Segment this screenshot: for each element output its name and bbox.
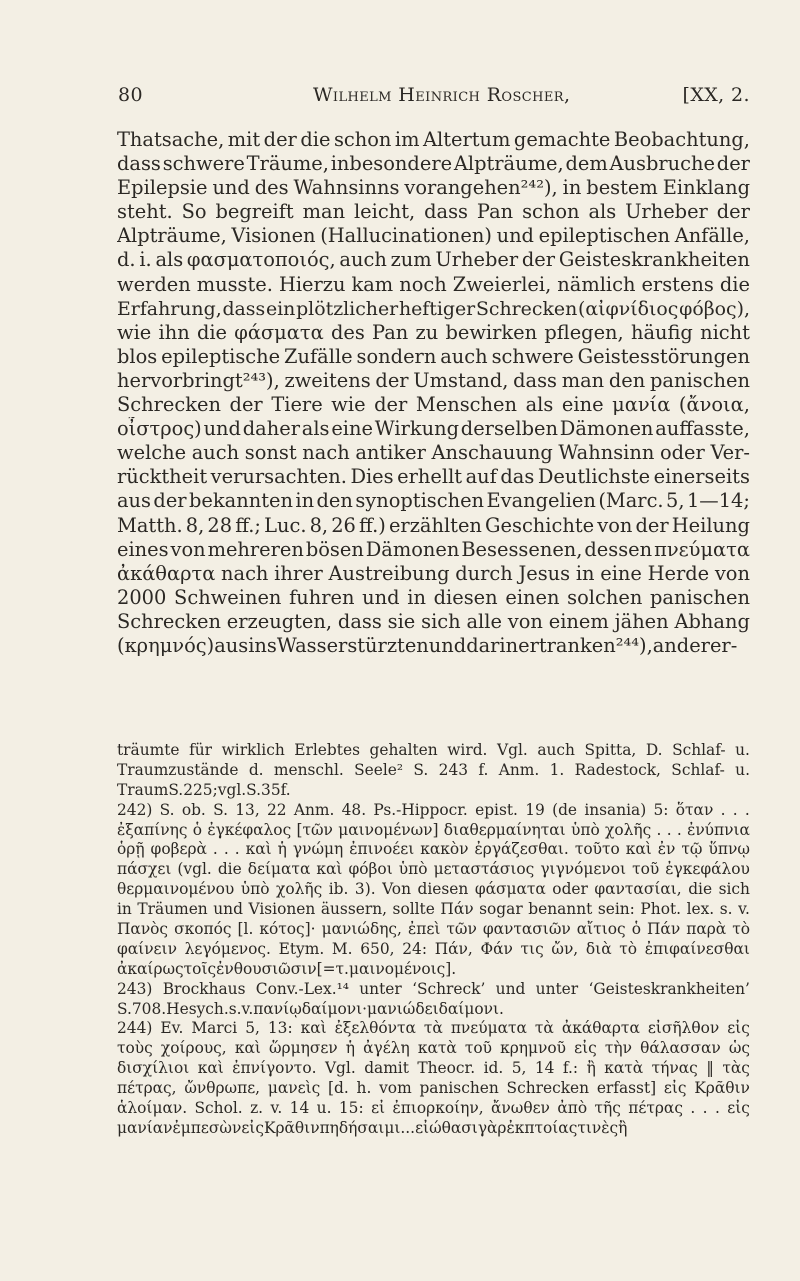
- footnote-line: 242) S. ob. S. 13, 22 Anm. 48. Ps.-Hippocr. epist. 19 (de insania) 5: ὅταν . . .: [117, 800, 750, 819]
- footnote-line: in Träumen und Visionen äussern, sollte Πάν sogar benannt sein: Phot. lex. s. v.: [117, 900, 750, 919]
- footnote-line: Πανὸς σκοπός [l. κότος]· μανιώδης, ἐπεὶ τῶν φαντασιῶν αἴτιος ὁ Πάν παρὰ τὸ: [117, 920, 750, 939]
- footnote-line: 243) Brockhaus Conv.-Lex.¹⁴ unter ‘Schreck’ und unter ‘Geisteskrankheiten’: [117, 979, 750, 998]
- page-header: [118, 84, 750, 112]
- body-line: Schrecken der Tiere wie der Menschen als eine μανία (ἄνοια,: [117, 393, 750, 417]
- body-line: Erfahrung, dass ein plötzlicher heftiger Schrecken (αἰφνίδιος φόβος),: [117, 297, 750, 320]
- body-line: eines von mehreren bösen Dämonen Besessenen, dessen πνεύματα: [117, 537, 750, 561]
- body-line: wie ihn die φάσματα des Pan zu bewirken pflegen, häufig nicht: [117, 320, 750, 344]
- body-line: hervorbringt²⁴³), zweitens der Umstand, dass man den panischen: [117, 368, 750, 392]
- main-text: [117, 128, 750, 658]
- footnote-line: πέτρας, ὤνθρωπε, μανεὶς [d. h. vom panischen Schrecken erfasst] εἰς Κρᾶθιν: [117, 1079, 750, 1098]
- section-reference: [XX, 2.: [682, 84, 750, 106]
- footnote-line: πάσχει (vgl. die δείματα καὶ φόβοι ὑπὸ μεταστάσιος γιγνόμενοι τοῦ ἐγκεφάλου: [117, 860, 750, 879]
- body-line: ἀκάθαρτα nach ihrer Austreibung durch Jesus in eine Herde von: [117, 561, 750, 585]
- footnote-line: Traumzustände d. menschl. Seele² S. 243 f. Anm. 1. Radestock, Schlaf- u.: [117, 760, 750, 779]
- footnote-line: ἐξαπίνης ὁ ἐγκέφαλος [τῶν μαινομένων] διαθερμαίνηται ὑπὸ χολῆς . . . ἐνύπνια: [117, 820, 750, 839]
- body-line: d. i. als φασματοποιός, auch zum Urheber der Geisteskrankheiten: [117, 248, 750, 272]
- body-line: steht. So begreift man leicht, dass Pan schon als Urheber der: [117, 200, 750, 224]
- body-line: aus der bekannten in den synoptischen Evangelien (Marc. 5, 1—14;: [117, 489, 750, 513]
- body-line: dass schwere Träume, inbesondere Alpträume, dem Ausbruche der: [117, 152, 750, 176]
- footnote-line: Traum S. 225; vgl. S. 35 f.: [117, 780, 291, 799]
- footnote-line: μανίαν ἐμπεσὼν εἰς Κρᾶθιν πηδήσαιμι . . . εἰώθασι γὰρ ἐκ πτοίας τινὲς ἢ: [117, 1118, 628, 1137]
- body-line: Thatsache, mit der die schon im Altertum gemachte Beobachtung,: [117, 128, 750, 151]
- body-line: welche auch sonst nach antiker Anschauung Wahnsinn oder Ver-: [117, 441, 750, 465]
- body-line: Schrecken erzeugten, dass sie sich alle von einem jähen Abhang: [117, 609, 750, 633]
- footnote-line: φαίνειν λεγόμενος. Etym. M. 650, 24: Πάν, Φάν τις ὤν, διὰ τὸ ἐπιφαίνεσθαι: [117, 939, 750, 958]
- footnote-line: τοὺς χοίρους, καὶ ὥρμησεν ἡ ἀγέλη κατὰ τοῦ κρημνοῦ εἰς τὴν θάλασσαν ὡς: [117, 1039, 750, 1058]
- footnote-line: ἀκαίρως τοῖς ἐνθουσιῶσιν [= τ. μαινομένοις].: [117, 959, 457, 978]
- body-line: rücktheit verursachten. Dies erhellt auf das Deutlichste einerseits: [117, 465, 750, 489]
- body-line: Epilepsie und des Wahnsinns vorangehen²⁴²), in bestem Einklang: [117, 176, 750, 200]
- footnote-line: ὁρῇ φοβερὰ . . . καὶ ἡ γνώμη ἐπινοέει κακὸν ἐργάζεσθαι. τοῦτο καὶ ἐν τῷ ὕπνῳ: [117, 840, 750, 859]
- running-title: Wilhelm Heinrich Roscher,: [313, 84, 571, 106]
- body-line: blos epileptische Zufälle sondern auch schwere Geistesstörungen: [117, 344, 750, 368]
- footnote-line: δισχίλιοι καὶ ἐπνίγοντο. Vgl. damit Theocr. id. 5, 14 f.: ἢ κατὰ τήνας ‖ τὰς: [117, 1059, 750, 1078]
- footnote-line: S. 708. Hesych. s. v. πανίῳ δαίμονι· μανιώδει δαίμονι.: [117, 999, 504, 1018]
- footnote-line: 244) Ev. Marci 5, 13: καὶ ἐξελθόντα τὰ πνεύματα τὰ ἀκάθαρτα εἰσῆλθον εἰς: [117, 1019, 750, 1038]
- page-number: 80: [118, 84, 143, 106]
- footnote-line: ἁλοίμαν. Schol. z. v. 14 u. 15: εἰ ἐπιορκοίην, ἄνωθεν ἀπὸ τῆς πέτρας . . . εἰς: [117, 1099, 750, 1118]
- body-line: οἶστρος) und daher als eine Wirkung derselben Dämonen auffasste,: [117, 417, 750, 441]
- body-line: (κρημνός) aus ins Wasser stürzten und darin ertranken²⁴⁴), anderer-: [117, 633, 738, 657]
- body-line: Alpträume, Visionen (Hallucinationen) und epileptischen Anfälle,: [117, 224, 750, 248]
- footnotes: [117, 741, 750, 1139]
- body-line: Matth. 8, 28 ff.; Luc. 8, 26 ff.) erzählten Geschichte von der Heilung: [117, 513, 750, 537]
- body-line: 2000 Schweinen fuhren und in diesen einen solchen panischen: [117, 585, 750, 609]
- footnote-line: träumte für wirklich Erlebtes gehalten wird. Vgl. auch Spitta, D. Schlaf- u.: [117, 741, 750, 759]
- footnote-line: θερμαινομένου ὑπὸ χολῆς ib. 3). Von diesen φάσματα oder φαντασίαι, die sich: [117, 880, 750, 899]
- body-line: werden musste. Hierzu kam noch Zweierlei, nämlich erstens die: [117, 272, 750, 296]
